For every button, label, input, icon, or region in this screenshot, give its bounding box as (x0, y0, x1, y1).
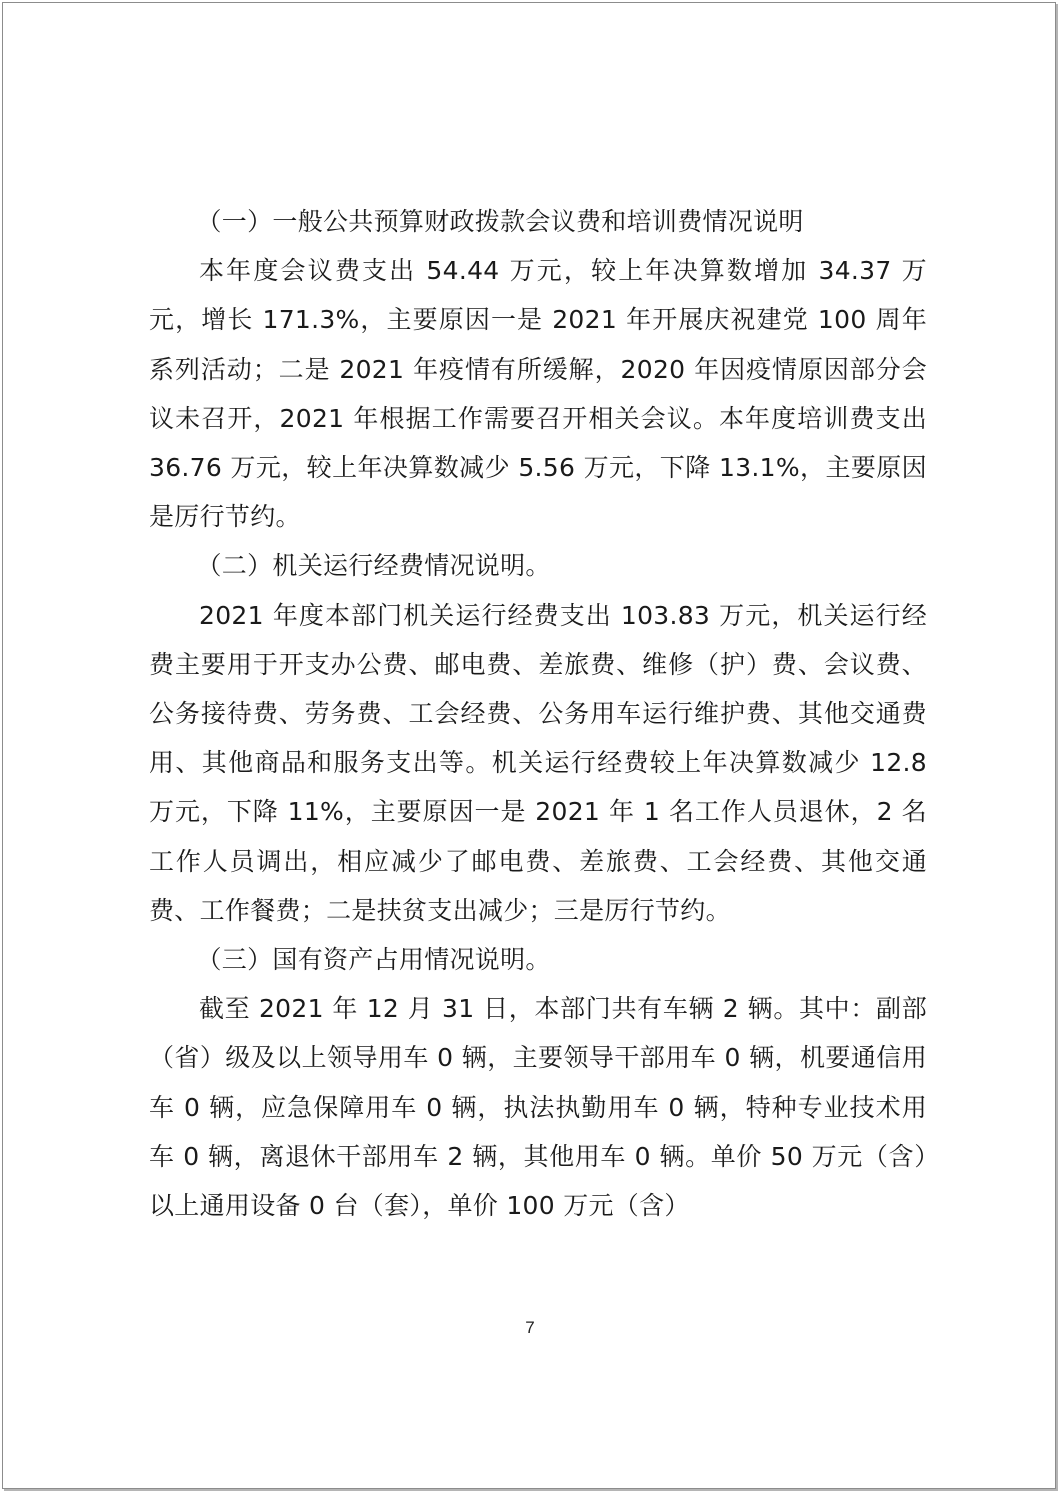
page-number: 7 (525, 1318, 535, 1337)
section-heading-state-assets: （三）国有资产占用情况说明。 (196, 945, 551, 975)
document-page (2, 2, 1056, 1489)
paragraph-operating-expenses: 2021 年度本部门机关运行经费支出 103.83 万元，机关运行经费主要用于开支办公费、邮电费、差旅费、维修（护）费、会议费、公务接待费、劳务费、工会经费、公务用车运行维护费、其他交通费用、其他商品和服务支出等。机关运行经费较上年决算数减少 12.8 万元，下降 11%，主要原因一是 2021 年 1 名工作人员退休，2 名工作人员调出，相应减少了邮电费、差旅费、工会经费、其他交通费、工作餐费；二是扶贫支出减少；三是厉行节约。 (149, 600, 927, 925)
section-heading-operating-expenses: （二）机关运行经费情况说明。 (196, 551, 551, 581)
document-body (149, 197, 927, 1230)
paragraph-meeting-training: 本年度会议费支出 54.44 万元，较上年决算数增加 34.37 万元，增长 171.3%，主要原因一是 2021 年开展庆祝建党 100 周年系列活动；二是 2021 年疫情有所缓解，2020 年因疫情原因部分会议未召开，2021 年根据工作需要召开相关会议。本年度培训费支出 36.76 万元，较上年决算数减少 5.56 万元，下降 13.1%，主要原因是厉行节约。 (149, 256, 927, 532)
paragraph-state-assets: 截至 2021 年 12 月 31 日，本部门共有车辆 2 辆。其中：副部（省）级及以上领导用车 0 辆，主要领导干部用车 0 辆，机要通信用车 0 辆，应急保障用车 0 辆，执法执勤用车 0 辆，特种专业技术用车 0 辆，离退休干部用车 2 辆，其他用车 0 辆。单价 50 万元（含）以上通用设备 0 台（套），单价 100 万元（含） (149, 994, 927, 1221)
section-heading-meeting-training: （一）一般公共预算财政拨款会议费和培训费情况说明 (196, 207, 804, 236)
